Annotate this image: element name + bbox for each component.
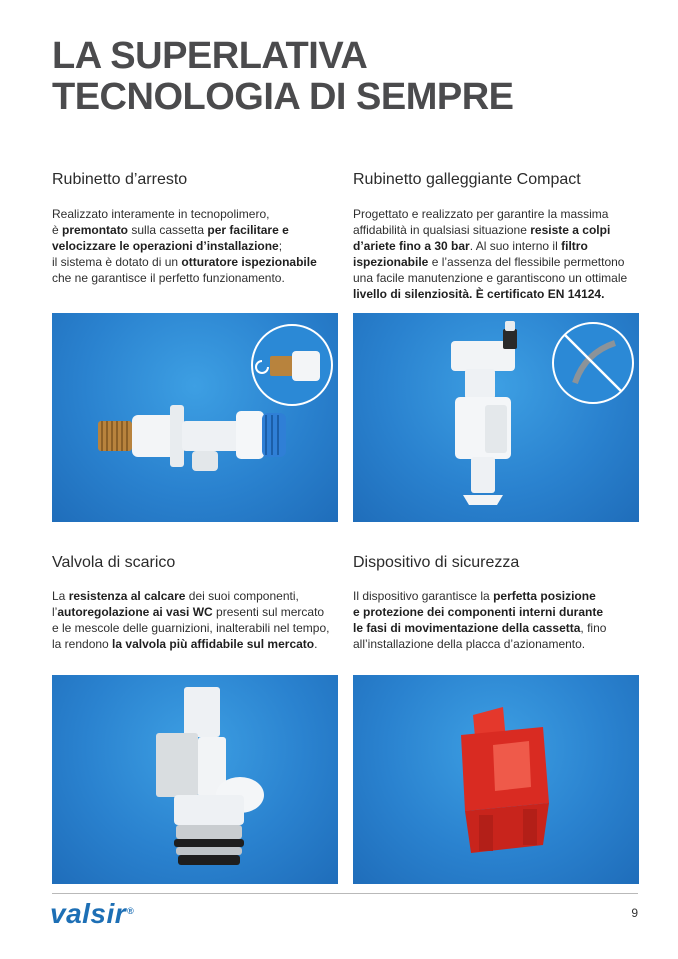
bold-text-run: resiste a colpi — [530, 223, 611, 237]
text-run: . Al suo interno il — [469, 239, 562, 253]
text-line — [353, 604, 643, 620]
section-text-dispositivo-sicurezza — [353, 588, 643, 652]
text-line — [52, 206, 342, 222]
section-heading-valvola-scarico: Valvola di scarico — [52, 554, 176, 571]
text-run: . — [314, 637, 318, 651]
text-run: all’installazione della placca d’azionamento. — [353, 637, 586, 651]
footer-divider — [52, 893, 638, 894]
bold-text-run: e protezione dei componenti interni durante — [353, 605, 604, 619]
text-line — [353, 254, 643, 270]
text-run: il sistema è dotato di un — [52, 255, 182, 269]
text-line — [52, 636, 342, 652]
logo-text: valsir — [50, 898, 127, 929]
text-line — [353, 270, 643, 286]
section-text-valvola-scarico — [52, 588, 342, 652]
text-line — [52, 254, 342, 270]
page-title-line-2: TECNOLOGIA DI SEMPRE — [52, 76, 514, 118]
photo-rubinetto-arresto — [52, 313, 338, 522]
registered-mark: ® — [127, 906, 135, 916]
section-heading-rubinetto-galleggiante: Rubinetto galleggiante Compact — [353, 171, 581, 188]
photo-valvola-scarico — [52, 675, 338, 884]
section-heading-rubinetto-arresto: Rubinetto d’arresto — [52, 171, 188, 188]
photo-dispositivo-sicurezza — [353, 675, 639, 884]
bold-text-run: d’ariete fino a 30 bar — [353, 239, 470, 253]
text-line — [353, 222, 643, 238]
text-run: La — [52, 589, 69, 603]
bold-text-run: la valvola più affidabile sul mercato — [112, 637, 315, 651]
text-line — [353, 588, 643, 604]
text-line — [353, 286, 643, 302]
bold-text-run: velocizzare le operazioni d’installazione — [52, 239, 279, 253]
text-run: e le mescole delle guarnizioni, inalterabili nel tempo, — [52, 621, 330, 635]
text-line — [353, 636, 643, 652]
text-run: che ne garantisce il perfetto funzionamento. — [52, 271, 285, 285]
section-heading-dispositivo-sicurezza: Dispositivo di sicurezza — [353, 554, 520, 571]
bold-text-run: premontato — [62, 223, 129, 237]
page-title — [52, 36, 514, 118]
text-run: e l’assenza del flessibile permettono — [428, 255, 625, 269]
bold-text-run: otturatore ispezionabile — [181, 255, 317, 269]
text-line — [353, 238, 643, 254]
text-run: ; — [278, 239, 283, 253]
valsir-logo — [50, 898, 134, 930]
text-run: sulla cassetta — [128, 223, 208, 237]
bold-text-run: livello di silenziosità. È certificato EN 14124. — [353, 287, 605, 301]
text-line — [353, 620, 643, 636]
photo-rubinetto-galleggiante — [353, 313, 639, 522]
bold-text-run: filtro — [561, 239, 588, 253]
bold-text-run: ispezionabile — [353, 255, 429, 269]
text-line — [353, 206, 643, 222]
text-run: affidabilità in qualsiasi situazione — [353, 223, 531, 237]
text-run: presenti sul mercato — [212, 605, 325, 619]
text-run: dei suoi componenti, — [185, 589, 299, 603]
bold-text-run: perfetta posizione — [493, 589, 596, 603]
bold-text-run: resistenza al calcare — [68, 589, 186, 603]
bold-text-run: autoregolazione ai vasi WC — [57, 605, 213, 619]
section-text-rubinetto-arresto — [52, 206, 342, 286]
text-run: , fino — [580, 621, 607, 635]
page-title-line-1: LA SUPERLATIVA — [52, 35, 368, 77]
text-run: la rendono — [52, 637, 113, 651]
text-line — [52, 620, 342, 636]
text-run: l’ — [52, 605, 58, 619]
page-number: 9 — [631, 906, 638, 920]
section-text-rubinetto-galleggiante — [353, 206, 643, 302]
bold-text-run: per facilitare e — [207, 223, 289, 237]
text-line — [52, 588, 342, 604]
text-run: è — [52, 223, 63, 237]
bold-text-run: le fasi di movimentazione della cassetta — [353, 621, 581, 635]
text-line — [52, 222, 342, 238]
text-run: una facile manutenzione e garantiscono un ottimale — [353, 271, 628, 285]
text-run: Progettato e realizzato per garantire la massima — [353, 207, 609, 221]
text-line — [52, 270, 342, 286]
text-run: Il dispositivo garantisce la — [353, 589, 494, 603]
text-run: Realizzato interamente in tecnopolimero, — [52, 207, 270, 221]
text-line — [52, 238, 342, 254]
text-line — [52, 604, 342, 620]
